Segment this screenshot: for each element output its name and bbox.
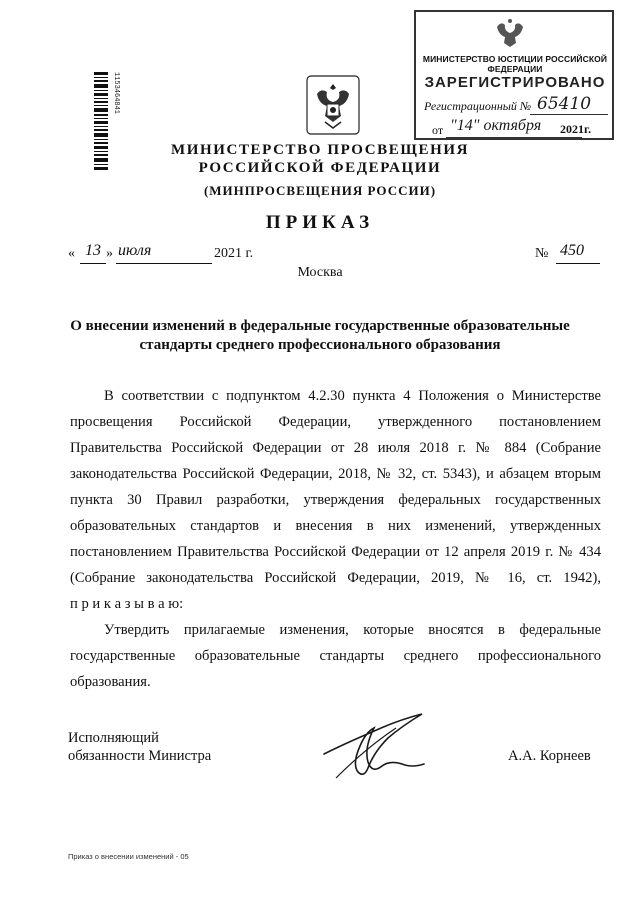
coat-of-arms-icon — [305, 74, 361, 136]
order-number-sign: № — [535, 246, 549, 261]
body-line: Утвердить прилагаемые изменения, которые вносятся в федеральные — [104, 622, 601, 638]
footer-note: Приказ о внесении изменений - 05 — [68, 852, 189, 861]
stamp-regno-underline — [530, 114, 608, 115]
signatory-role-line1: Исполняющий — [68, 730, 159, 746]
body-line: государственные образовательные стандарты среднего профессионального — [70, 648, 601, 664]
order-month-underline — [116, 263, 212, 264]
body-line: законодательства Российской Федерации, 2018, № 32, ст. 5343), и абзацем вторым — [70, 466, 601, 482]
stamp-from-label: от — [432, 123, 444, 137]
signatory-role-line2: обязанности Министра — [68, 748, 212, 764]
order-day-underline — [80, 263, 106, 264]
stamp-eagle-icon — [493, 17, 527, 49]
body-line: образовательных стандартов и внесения в них изменений, утвержденных — [70, 518, 601, 534]
body-line: образования. — [70, 674, 151, 690]
barcode-number: 1153464841 — [112, 72, 120, 115]
order-month: июля — [118, 242, 152, 259]
stamp-date-underline — [446, 137, 582, 138]
ministry-name-line2: РОССИЙСКОЙ ФЕДЕРАЦИИ — [198, 160, 442, 176]
body-line: (Собрание законодательства Российской Федерации, 2019, № 16, ст. 1942), — [70, 570, 601, 586]
order-number: 450 — [560, 242, 584, 259]
order-day: 13 — [85, 242, 101, 259]
date-open-quote: « — [68, 246, 75, 261]
body-line: просвещения Российской Федерации, утвержденного постановлением — [70, 414, 601, 430]
ministry-short-name: (МИНПРОСВЕЩЕНИЯ РОССИИ) — [203, 183, 437, 198]
date-close-quote: » — [106, 246, 113, 261]
subject-line2: стандарты среднего профессионального образования — [139, 337, 501, 353]
order-year: 2021 г. — [214, 246, 254, 261]
stamp-regno-label: Регистрационный № — [424, 99, 532, 113]
order-city: Москва — [297, 265, 343, 280]
stamp-ministry: МИНИСТЕРСТВО ЮСТИЦИИ РОССИЙСКОЙ ФЕДЕРАЦИИ — [422, 54, 608, 74]
body-line-order-word: п р и к а з ы в а ю: — [70, 596, 184, 612]
document-title: ПРИКАЗ — [265, 212, 375, 233]
order-number-underline — [556, 263, 600, 264]
handwritten-signature — [316, 708, 436, 792]
body-line: В соответствии с подпунктом 4.2.30 пункта 4 Положения о Министерстве — [104, 388, 601, 404]
body-line: Правительства Российской Федерации от 28 июля 2018 г. № 884 (Собрание — [70, 440, 601, 456]
body-line: постановлением Правительства Российской Федерации от 12 апреля 2019 г. № 434 — [70, 544, 601, 560]
ministry-name-line1: МИНИСТЕРСТВО ПРОСВЕЩЕНИЯ — [170, 142, 470, 158]
stamp-regno: 65410 — [537, 94, 592, 114]
subject-line1: О внесении изменений в федеральные государственные образовательные — [70, 318, 570, 334]
stamp-year: 2021г. — [560, 122, 592, 136]
stamp-date: "14" октября — [450, 117, 542, 134]
signatory-name: А.А. Корнеев — [508, 748, 591, 764]
body-line: пункта 30 Правил разработки, утверждения федеральных государственных — [70, 492, 601, 508]
stamp-registered: ЗАРЕГИСТРИРОВАНО — [424, 74, 606, 91]
